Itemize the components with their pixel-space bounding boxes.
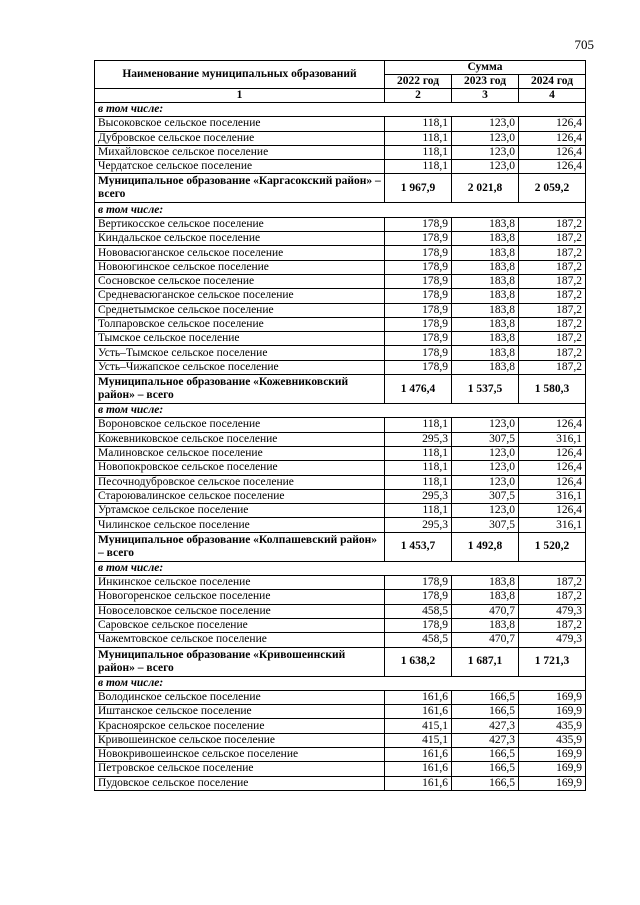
table-row <box>95 117 586 131</box>
table-row <box>95 633 586 647</box>
row-value-2024: 169,9 <box>519 747 586 761</box>
row-value-2023: 123,0 <box>452 145 519 159</box>
row-value-2022: 118,1 <box>385 446 452 460</box>
row-value-2022: 178,9 <box>385 576 452 590</box>
row-value-2022: 118,1 <box>385 475 452 489</box>
row-value-2022: 178,9 <box>385 260 452 274</box>
row-value-2024: 187,2 <box>519 590 586 604</box>
row-value-2023: 166,5 <box>452 690 519 704</box>
row-value-2022: 118,1 <box>385 504 452 518</box>
row-value-2024: 187,2 <box>519 246 586 260</box>
row-value-2022: 118,1 <box>385 117 452 131</box>
row-value-2024: 1 580,3 <box>519 375 586 404</box>
row-name: в том числе: <box>95 561 586 575</box>
table-row <box>95 131 586 145</box>
row-name: Усть–Чижапское сельское поселение <box>95 360 385 374</box>
row-value-2023: 166,5 <box>452 776 519 790</box>
row-value-2022: 178,9 <box>385 332 452 346</box>
row-name: Володинское сельское поселение <box>95 690 385 704</box>
table-row <box>95 576 586 590</box>
table-row <box>95 160 586 174</box>
row-value-2023: 470,7 <box>452 633 519 647</box>
row-value-2023: 307,5 <box>452 489 519 503</box>
row-value-2024: 187,2 <box>519 232 586 246</box>
row-name: Пудовское сельское поселение <box>95 776 385 790</box>
row-value-2022: 178,9 <box>385 590 452 604</box>
table-row <box>95 145 586 159</box>
row-value-2023: 470,7 <box>452 604 519 618</box>
row-value-2023: 427,3 <box>452 719 519 733</box>
row-name: Высоковское сельское поселение <box>95 117 385 131</box>
row-value-2024: 187,2 <box>519 303 586 317</box>
row-name: Чажемтовское сельское поселение <box>95 633 385 647</box>
table-body <box>95 103 586 791</box>
row-name: Саровское сельское поселение <box>95 618 385 632</box>
row-value-2022: 1 967,9 <box>385 174 452 203</box>
row-value-2024: 187,2 <box>519 289 586 303</box>
row-name: Малиновское сельское поселение <box>95 446 385 460</box>
row-name: в том числе: <box>95 404 586 418</box>
row-name: Уртамское сельское поселение <box>95 504 385 518</box>
row-value-2022: 1 476,4 <box>385 375 452 404</box>
row-name: Новокривошеинское сельское поселение <box>95 747 385 761</box>
row-value-2023: 183,8 <box>452 232 519 246</box>
table-row <box>95 618 586 632</box>
table-row <box>95 303 586 317</box>
row-value-2023: 123,0 <box>452 131 519 145</box>
row-value-2024: 126,4 <box>519 475 586 489</box>
table-row <box>95 432 586 446</box>
row-value-2023: 183,8 <box>452 346 519 360</box>
row-name: Толпаровское сельское поселение <box>95 317 385 331</box>
row-value-2023: 183,8 <box>452 260 519 274</box>
table-row <box>95 733 586 747</box>
table-row <box>95 217 586 231</box>
row-value-2024: 316,1 <box>519 489 586 503</box>
row-value-2022: 118,1 <box>385 461 452 475</box>
table-row <box>95 418 586 432</box>
table-row <box>95 475 586 489</box>
row-name: Муниципальное образование «Колпашевский район» – всего <box>95 532 385 561</box>
row-value-2024: 435,9 <box>519 719 586 733</box>
row-value-2023: 123,0 <box>452 475 519 489</box>
row-name: Вертикосское сельское поселение <box>95 217 385 231</box>
row-value-2023: 123,0 <box>452 117 519 131</box>
table-row-total <box>95 532 586 561</box>
table-row-subheader <box>95 404 586 418</box>
row-value-2022: 458,5 <box>385 633 452 647</box>
row-value-2022: 295,3 <box>385 432 452 446</box>
page-number: 705 <box>574 37 594 52</box>
row-value-2024: 479,3 <box>519 604 586 618</box>
row-value-2022: 178,9 <box>385 217 452 231</box>
row-name: Петровское сельское поселение <box>95 762 385 776</box>
row-value-2022: 1 638,2 <box>385 647 452 676</box>
table-row <box>95 232 586 246</box>
row-name: Новогоренское сельское поселение <box>95 590 385 604</box>
row-name: Тымское сельское поселение <box>95 332 385 346</box>
table-row <box>95 719 586 733</box>
row-value-2024: 169,9 <box>519 776 586 790</box>
table-row <box>95 260 586 274</box>
row-value-2024: 126,4 <box>519 461 586 475</box>
header-index-1: 1 <box>95 89 385 103</box>
row-value-2024: 187,2 <box>519 360 586 374</box>
header-name: Наименование муниципальных образований <box>95 61 385 89</box>
row-name: Кожевниковское сельское поселение <box>95 432 385 446</box>
table-row <box>95 762 586 776</box>
row-value-2023: 1 537,5 <box>452 375 519 404</box>
row-value-2022: 178,9 <box>385 289 452 303</box>
header-year-2023: 2023 год <box>452 75 519 89</box>
row-value-2024: 126,4 <box>519 131 586 145</box>
table-row <box>95 747 586 761</box>
table-row <box>95 360 586 374</box>
row-value-2022: 161,6 <box>385 776 452 790</box>
header-index-3: 3 <box>452 89 519 103</box>
row-value-2022: 118,1 <box>385 145 452 159</box>
row-value-2023: 183,8 <box>452 618 519 632</box>
row-value-2022: 178,9 <box>385 232 452 246</box>
row-value-2024: 187,2 <box>519 274 586 288</box>
row-value-2023: 307,5 <box>452 518 519 532</box>
header-year-2022: 2022 год <box>385 75 452 89</box>
row-name: в том числе: <box>95 676 586 690</box>
row-name: Кривошеинское сельское поселение <box>95 733 385 747</box>
row-name: Муниципальное образование «Кожевниковский район» – всего <box>95 375 385 404</box>
row-value-2024: 1 721,3 <box>519 647 586 676</box>
row-name: Новопокровское сельское поселение <box>95 461 385 475</box>
row-name: Дубровское сельское поселение <box>95 131 385 145</box>
row-value-2023: 166,5 <box>452 762 519 776</box>
row-value-2022: 1 453,7 <box>385 532 452 561</box>
row-name: Чердатское сельское поселение <box>95 160 385 174</box>
row-value-2024: 479,3 <box>519 633 586 647</box>
row-value-2022: 118,1 <box>385 418 452 432</box>
row-value-2023: 183,8 <box>452 246 519 260</box>
row-value-2023: 183,8 <box>452 332 519 346</box>
row-value-2022: 178,9 <box>385 303 452 317</box>
row-value-2022: 178,9 <box>385 618 452 632</box>
row-name: Сосновское сельское поселение <box>95 274 385 288</box>
row-value-2024: 169,9 <box>519 762 586 776</box>
table-row <box>95 604 586 618</box>
table-row <box>95 690 586 704</box>
row-value-2024: 1 520,2 <box>519 532 586 561</box>
table-row <box>95 246 586 260</box>
row-name: в том числе: <box>95 203 586 217</box>
table-row <box>95 274 586 288</box>
row-value-2024: 169,9 <box>519 705 586 719</box>
row-value-2022: 118,1 <box>385 160 452 174</box>
table-row-total <box>95 647 586 676</box>
table-row <box>95 776 586 790</box>
row-value-2023: 1 687,1 <box>452 647 519 676</box>
table-row <box>95 590 586 604</box>
row-value-2022: 161,6 <box>385 690 452 704</box>
table-row <box>95 504 586 518</box>
row-name: Нововасюганское сельское поселение <box>95 246 385 260</box>
row-value-2024: 187,2 <box>519 217 586 231</box>
row-value-2024: 435,9 <box>519 733 586 747</box>
row-value-2023: 1 492,8 <box>452 532 519 561</box>
row-value-2024: 187,2 <box>519 260 586 274</box>
row-value-2022: 415,1 <box>385 719 452 733</box>
row-value-2022: 295,3 <box>385 489 452 503</box>
table-row <box>95 346 586 360</box>
row-value-2024: 126,4 <box>519 160 586 174</box>
table-row <box>95 289 586 303</box>
row-value-2023: 166,5 <box>452 747 519 761</box>
row-value-2024: 316,1 <box>519 518 586 532</box>
row-value-2023: 123,0 <box>452 461 519 475</box>
table-row-subheader <box>95 203 586 217</box>
row-value-2024: 2 059,2 <box>519 174 586 203</box>
row-value-2023: 2 021,8 <box>452 174 519 203</box>
row-value-2024: 316,1 <box>519 432 586 446</box>
row-value-2024: 126,4 <box>519 418 586 432</box>
header-sum: Сумма <box>385 61 586 75</box>
row-value-2023: 123,0 <box>452 504 519 518</box>
row-name: Красноярское сельское поселение <box>95 719 385 733</box>
row-name: Иштанское сельское поселение <box>95 705 385 719</box>
row-name: Новоселовское сельское поселение <box>95 604 385 618</box>
row-name: Муниципальное образование «Кривошеинский район» – всего <box>95 647 385 676</box>
row-value-2023: 123,0 <box>452 418 519 432</box>
budget-table <box>94 60 586 791</box>
row-value-2023: 307,5 <box>452 432 519 446</box>
row-value-2022: 415,1 <box>385 733 452 747</box>
row-name: Михайловское сельское поселение <box>95 145 385 159</box>
row-value-2022: 178,9 <box>385 360 452 374</box>
table-row <box>95 332 586 346</box>
row-value-2024: 187,2 <box>519 332 586 346</box>
table-row <box>95 317 586 331</box>
row-name: Среднетымское сельское поселение <box>95 303 385 317</box>
row-name: Киндальское сельское поселение <box>95 232 385 246</box>
table-row <box>95 489 586 503</box>
row-name: в том числе: <box>95 103 586 117</box>
table-row-subheader <box>95 561 586 575</box>
row-value-2022: 161,6 <box>385 705 452 719</box>
row-value-2024: 169,9 <box>519 690 586 704</box>
row-value-2023: 183,8 <box>452 317 519 331</box>
row-value-2024: 187,2 <box>519 618 586 632</box>
table-row-total <box>95 174 586 203</box>
row-value-2023: 183,8 <box>452 590 519 604</box>
row-name: Новоюгинское сельское поселение <box>95 260 385 274</box>
row-name: Староювалинское сельское поселение <box>95 489 385 503</box>
table-row <box>95 461 586 475</box>
row-value-2023: 183,8 <box>452 274 519 288</box>
table-row-subheader <box>95 676 586 690</box>
row-value-2024: 126,4 <box>519 446 586 460</box>
row-value-2023: 183,8 <box>452 303 519 317</box>
row-value-2023: 183,8 <box>452 217 519 231</box>
row-value-2022: 118,1 <box>385 131 452 145</box>
row-value-2022: 178,9 <box>385 346 452 360</box>
row-value-2023: 166,5 <box>452 705 519 719</box>
row-value-2024: 126,4 <box>519 145 586 159</box>
row-value-2022: 178,9 <box>385 274 452 288</box>
row-name: Усть–Тымское сельское поселение <box>95 346 385 360</box>
row-name: Инкинское сельское поселение <box>95 576 385 590</box>
table-row <box>95 446 586 460</box>
row-value-2024: 126,4 <box>519 117 586 131</box>
header-year-2024: 2024 год <box>519 75 586 89</box>
row-value-2023: 183,8 <box>452 289 519 303</box>
row-value-2024: 126,4 <box>519 504 586 518</box>
header-index-4: 4 <box>519 89 586 103</box>
table-row <box>95 705 586 719</box>
table-row-subheader <box>95 103 586 117</box>
row-name: Чилинское сельское поселение <box>95 518 385 532</box>
row-value-2022: 161,6 <box>385 762 452 776</box>
row-name: Вороновское сельское поселение <box>95 418 385 432</box>
row-value-2023: 427,3 <box>452 733 519 747</box>
row-value-2022: 178,9 <box>385 246 452 260</box>
header-index-2: 2 <box>385 89 452 103</box>
row-value-2023: 183,8 <box>452 576 519 590</box>
table-row-total <box>95 375 586 404</box>
row-value-2024: 187,2 <box>519 317 586 331</box>
row-value-2023: 183,8 <box>452 360 519 374</box>
row-value-2022: 295,3 <box>385 518 452 532</box>
row-name: Песочнодубровское сельское поселение <box>95 475 385 489</box>
row-value-2023: 123,0 <box>452 446 519 460</box>
row-value-2022: 161,6 <box>385 747 452 761</box>
row-name: Муниципальное образование «Каргасокский район» – всего <box>95 174 385 203</box>
row-value-2022: 178,9 <box>385 317 452 331</box>
row-value-2024: 187,2 <box>519 346 586 360</box>
row-value-2024: 187,2 <box>519 576 586 590</box>
row-value-2022: 458,5 <box>385 604 452 618</box>
table-row <box>95 518 586 532</box>
row-name: Средневасюганское сельское поселение <box>95 289 385 303</box>
row-value-2023: 123,0 <box>452 160 519 174</box>
